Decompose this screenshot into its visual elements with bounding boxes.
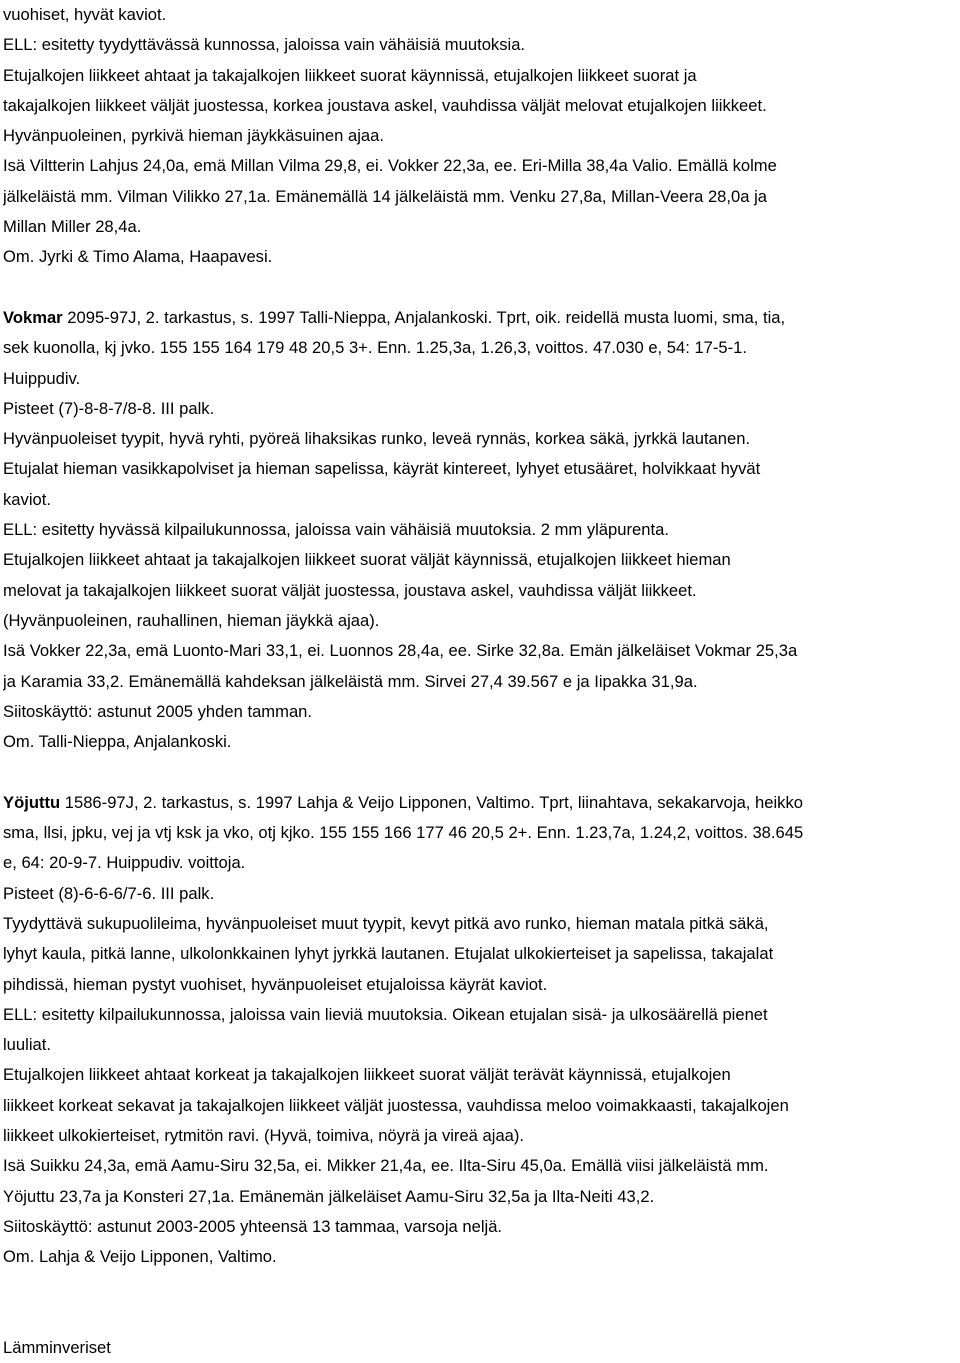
entry-viltterin <box>3 0 958 273</box>
text-line: ELL: esitetty hyvässä kilpailukunnossa, jaloissa vain vähäisiä muutoksia. 2 mm yläpurenta. <box>3 520 669 540</box>
text-line: Isä Viltterin Lahjus 24,0a, emä Millan Vilma 29,8, ei. Vokker 22,3a, ee. Eri-Milla 38,4a Valio. Emällä kolme <box>3 156 777 176</box>
text-line: ELL: esitetty tyydyttävässä kunnossa, jaloissa vain vähäisiä muutoksia. <box>3 35 526 55</box>
entry-vokmar <box>3 303 958 757</box>
entry-yojuttu <box>3 788 958 1273</box>
entry-header-text: 2095-97J, 2. tarkastus, s. 1997 Talli-Nieppa, Anjalankoski. Tprt, oik. reidellä musta luomi, sma, tia, <box>62 307 786 327</box>
paragraph-gap <box>3 273 958 303</box>
text-line: Siitoskäyttö: astunut 2003-2005 yhteensä 13 tammaa, varsoja neljä. <box>3 1216 503 1236</box>
horse-name: Vokmar <box>3 307 63 327</box>
text-line: takajalkojen liikkeet väljät juostessa, korkea joustava askel, vauhdissa väljät melovat etujalkojen liikkeet. <box>3 95 767 115</box>
text-line: kaviot. <box>3 489 51 509</box>
text-line: Etujalkojen liikkeet ahtaat korkeat ja takajalkojen liikkeet suorat väljät terävät käynnissä, etujalkojen <box>3 1065 731 1085</box>
text-line: pihdissä, hieman pystyt vuohiset, hyvänpuoleiset etujaloissa käyrät kaviot. <box>3 974 548 994</box>
text-line: Om. Lahja & Veijo Lipponen, Valtimo. <box>3 1247 277 1267</box>
text-line: liikkeet korkeat sekavat ja takajalkojen liikkeet väljät juostessa, vauhdissa meloo voimakkaasti, takajalkojen <box>3 1095 789 1115</box>
text-line: (Hyvänpuoleinen, rauhallinen, hieman jäykkä ajaa). <box>3 610 380 630</box>
text-line: Etujalat hieman vasikkapolviset ja hieman sapelissa, käyrät kintereet, lyhyet etusääret, holvikkaat hyvät <box>3 459 761 479</box>
text-line: Hyvänpuoleiset tyypit, hyvä ryhti, pyöreä lihaksikas runko, leveä rynnäs, korkea säkä, jyrkkä lautanen. <box>3 429 751 449</box>
text-line: Om. Jyrki & Timo Alama, Haapavesi. <box>3 247 273 267</box>
text-line: Etujalkojen liikkeet ahtaat ja takajalkojen liikkeet suorat käynnissä, etujalkojen liikkeet suorat ja <box>3 65 697 85</box>
text-line: Om. Talli-Nieppa, Anjalankoski. <box>3 732 232 752</box>
text-line: Siitoskäyttö: astunut 2005 yhden tamman. <box>3 701 313 721</box>
entry-header-line <box>3 303 958 333</box>
text-line: Huippudiv. <box>3 368 81 388</box>
horse-name: Yöjuttu <box>3 792 61 812</box>
text-line: luuliat. <box>3 1035 51 1055</box>
text-line: ja Karamia 33,2. Emänemällä kahdeksan jälkeläistä mm. Sirvei 27,4 39.567 e ja Iipakka 31,9a. <box>3 671 698 691</box>
text-line: sma, llsi, jpku, vej ja vtj ksk ja vko, otj kjko. 155 155 166 177 46 20,5 2+. Enn. 1.23,7a, 1.24,2, voittos. 38.645 <box>3 823 804 843</box>
section-heading: Lämminveriset <box>3 1338 111 1358</box>
entry-header-line <box>3 788 958 818</box>
text-line: e, 64: 20-9-7. Huippudiv. voittoja. <box>3 853 246 873</box>
text-line: Pisteet (8)-6-6-6/7-6. III palk. <box>3 883 215 903</box>
text-line: liikkeet ulkokierteiset, rytmitön ravi. (Hyvä, toimiva, nöyrä ja vireä ajaa). <box>3 1125 525 1145</box>
text-line: jälkeläistä mm. Vilman Vilikko 27,1a. Emänemällä 14 jälkeläistä mm. Venku 27,8a, Millan-Veera 28,0a ja <box>3 186 768 206</box>
text-line: Tyydyttävä sukupuolileima, hyvänpuoleiset muut tyypit, kevyt pitkä avo runko, hieman matala pitkä säkä, <box>3 913 769 933</box>
paragraph-gap <box>3 757 958 787</box>
text-line: Yöjuttu 23,7a ja Konsteri 27,1a. Emänemän jälkeläiset Aamu-Siru 32,5a ja Ilta-Neiti 43,2. <box>3 1186 655 1206</box>
text-line: melovat ja takajalkojen liikkeet suorat väljät juostessa, joustava askel, vauhdissa väljät liikkeet. <box>3 580 697 600</box>
text-line: ELL: esitetty kilpailukunnossa, jaloissa vain lieviä muutoksia. Oikean etujalan sisä- ja ulkosäärellä pienet <box>3 1004 768 1024</box>
document-page <box>3 0 958 1363</box>
text-line: vuohiset, hyvät kaviot. <box>3 5 167 24</box>
text-line: Pisteet (7)-8-8-7/8-8. III palk. <box>3 398 215 418</box>
entry-header-text: 1586-97J, 2. tarkastus, s. 1997 Lahja & Veijo Lipponen, Valtimo. Tprt, liinahtava, sekakarvoja, heikko <box>60 792 803 812</box>
text-line: Hyvänpuoleinen, pyrkivä hieman jäykkäsuinen ajaa. <box>3 126 384 146</box>
text-line: Isä Vokker 22,3a, emä Luonto-Mari 33,1, ei. Luonnos 28,4a, ee. Sirke 32,8a. Emän jälkeläiset Vokmar 25,3a <box>3 641 798 661</box>
text-line: sek kuonolla, kj jvko. 155 155 164 179 48 20,5 3+. Enn. 1.25,3a, 1.26,3, voittos. 47.030 e, 54: 17-5-1. <box>3 338 748 358</box>
text-line: lyhyt kaula, pitkä lanne, ulkolonkkainen lyhyt jyrkkä lautanen. Etujalat ulkokierteiset ja sapelissa, takajalat <box>3 944 774 964</box>
text-line: Etujalkojen liikkeet ahtaat ja takajalkojen liikkeet suorat väljät käynnissä, etujalkojen liikkeet hieman <box>3 550 731 570</box>
section-gap <box>3 1272 958 1333</box>
text-line: Millan Miller 28,4a. <box>3 217 142 237</box>
text-line: Isä Suikku 24,3a, emä Aamu-Siru 32,5a, ei. Mikker 21,4a, ee. Ilta-Siru 45,0a. Emällä viisi jälkeläistä mm. <box>3 1156 769 1176</box>
